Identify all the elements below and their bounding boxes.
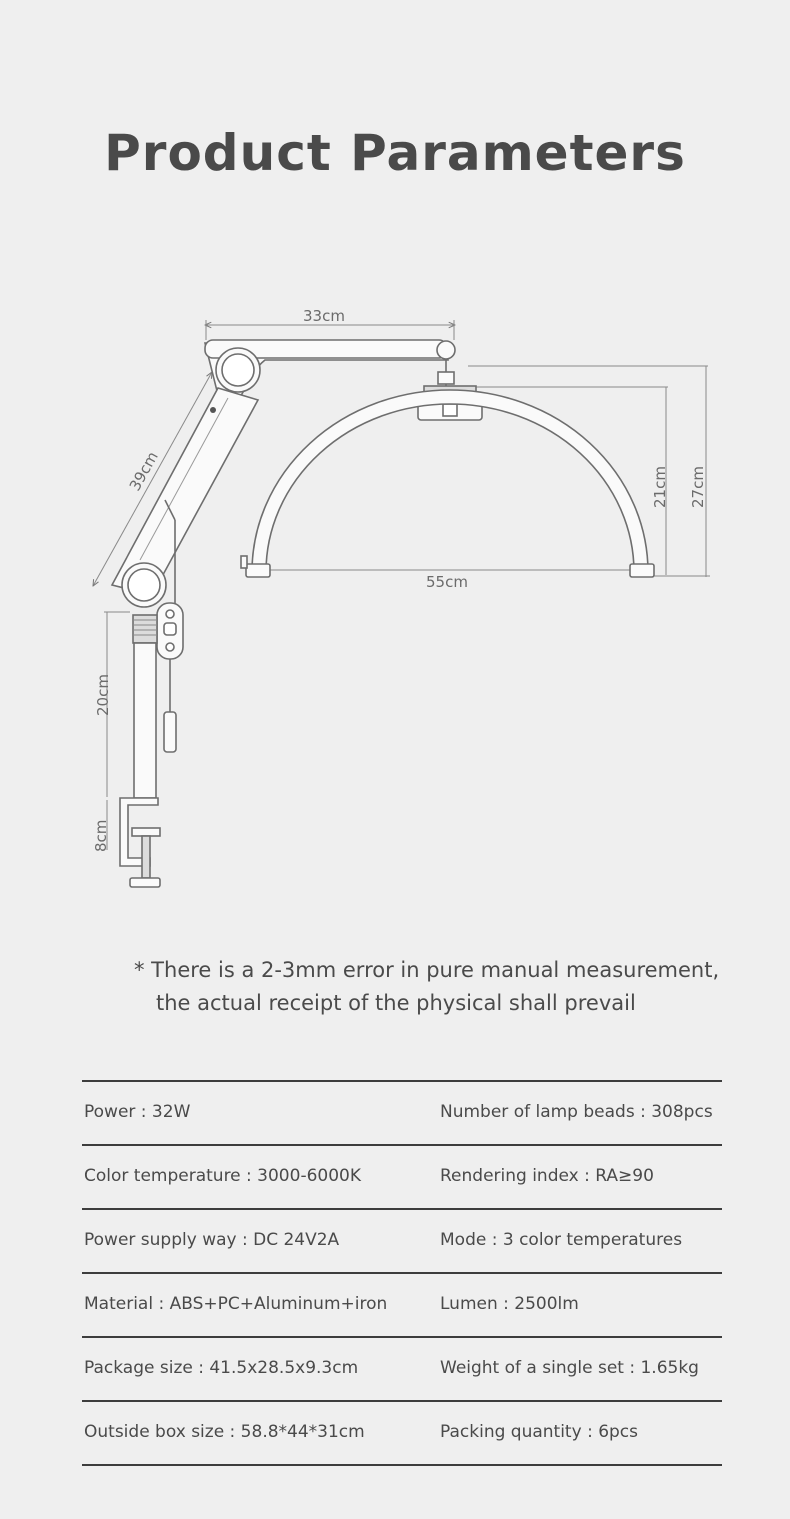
- note-line-1: * There is a 2-3mm error in pure manual measurement,: [134, 958, 720, 982]
- spec-table: [82, 1080, 722, 1466]
- spec-right: Rendering index : RA≥90: [440, 1166, 654, 1186]
- spec-left: Outside box size : 58.8*44*31cm: [84, 1422, 365, 1442]
- spec-right: Packing quantity : 6pcs: [440, 1422, 639, 1442]
- note-line-2: the actual receipt of the physical shall prevail: [156, 991, 636, 1015]
- spec-row: [82, 1210, 722, 1274]
- measurement-note: [134, 954, 754, 1020]
- spec-left: Package size : 41.5x28.5x9.3cm: [84, 1358, 359, 1378]
- lamp-dimension-diagram: [0, 290, 790, 900]
- spec-row: [82, 1146, 722, 1210]
- spec-row: [82, 1338, 722, 1402]
- dim-label-33cm: 33cm: [303, 307, 345, 325]
- dim-label-55cm: 55cm: [426, 573, 468, 591]
- spec-left: Color temperature : 3000-6000K: [84, 1166, 361, 1186]
- lamp-drawing: [112, 340, 654, 887]
- page-title: Product Parameters: [104, 124, 686, 182]
- spec-right: Mode : 3 color temperatures: [440, 1230, 683, 1250]
- spec-left: Material : ABS+PC+Aluminum+iron: [84, 1294, 388, 1314]
- dim-label-27cm: 27cm: [689, 466, 707, 508]
- dim-label-39cm: 39cm: [125, 448, 162, 494]
- spec-right: Lumen : 2500lm: [440, 1294, 579, 1314]
- spec-right: Weight of a single set : 1.65kg: [440, 1358, 699, 1378]
- spec-row: [82, 1402, 722, 1466]
- spec-left: Power supply way : DC 24V2A: [84, 1230, 340, 1250]
- spec-row: [82, 1082, 722, 1146]
- spec-right: Number of lamp beads : 308pcs: [440, 1102, 713, 1122]
- dim-label-21cm: 21cm: [651, 466, 669, 508]
- dim-label-8cm: 8cm: [92, 819, 110, 852]
- dim-label-20cm: 20cm: [94, 674, 112, 716]
- spec-left: Power : 32W: [84, 1102, 191, 1122]
- spec-row: [82, 1274, 722, 1338]
